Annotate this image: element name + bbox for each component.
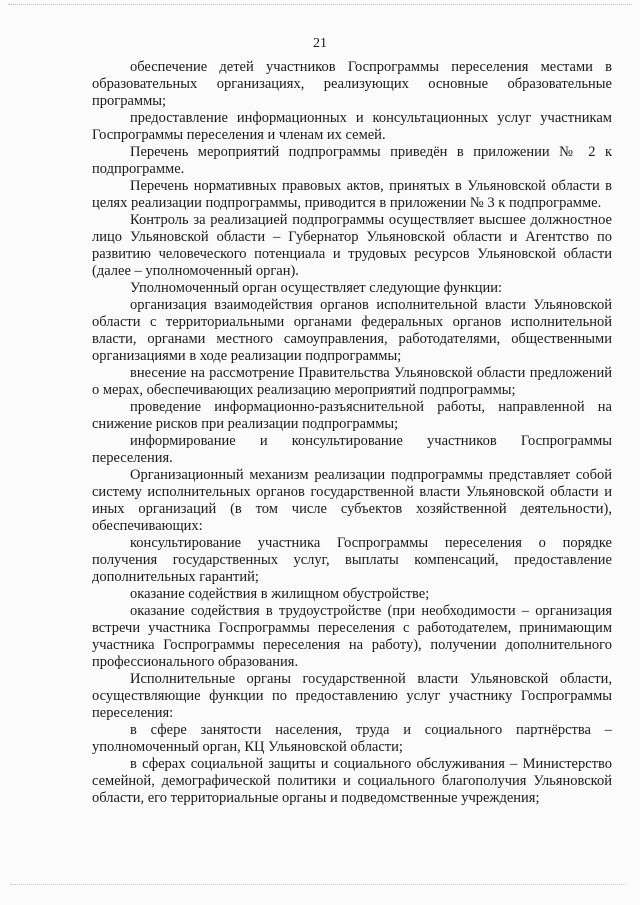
paragraph: организация взаимодействия органов исполнительной власти Ульяновской области с территориальными органами федеральных органов исполнительной власти, органами местного самоуправления, работодателями, общественными организациями в ходе реализации подпрограммы; bbox=[92, 297, 612, 364]
paragraph: консультирование участника Госпрограммы переселения о порядке получения государственных услуг, выплаты компенсаций, предоставление дополнительных гарантий; bbox=[92, 535, 612, 585]
paragraph: проведение информационно-разъяснительной работы, направленной на снижение рисков при реализации подпрограммы; bbox=[92, 399, 612, 432]
paragraph: обеспечение детей участников Госпрограммы переселения местами в образовательных организациях, реализующих основные образовательные программы; bbox=[92, 59, 612, 109]
paragraph: оказание содействия в жилищном обустройстве; bbox=[130, 586, 430, 602]
paragraph: Контроль за реализацией подпрограммы осуществляет высшее должностное лицо Ульяновской области – Губернатор Ульяновской области и Агентство по развитию человеческого потенциала и трудовых ресурсов Ульяновской области (далее – уполномоченный орган). bbox=[92, 212, 612, 279]
paragraph: внесение на рассмотрение Правительства Ульяновской области предложений о мерах, обеспечивающих реализацию мероприятий подпрограммы; bbox=[92, 365, 612, 398]
paragraph: в сфере занятости населения, труда и социального партнёрства – уполномоченный орган, КЦ Ульяновской области; bbox=[92, 722, 612, 755]
paragraph: информирование и консультирование участников Госпрограммы переселения. bbox=[92, 433, 612, 466]
paragraph: Уполномоченный орган осуществляет следующие функции: bbox=[130, 280, 503, 296]
paragraph: Перечень нормативных правовых актов, принятых в Ульяновской области в целях реализации подпрограммы, приводится в приложении № 3 к подпрограмме. bbox=[92, 178, 612, 211]
document-body bbox=[92, 59, 612, 807]
page-number: 21 bbox=[313, 36, 327, 51]
paragraph: в сферах социальной защиты и социального обслуживания – Министерство семейной, демографической политики и социального благополучия Ульяновской области, его территориальные органы и подведомственные учреждения; bbox=[92, 756, 612, 806]
scan-edge-top bbox=[8, 4, 632, 5]
paragraph: предоставление информационных и консультационных услуг участникам Госпрограммы переселения и членам их семей. bbox=[92, 110, 612, 143]
scan-edge-bottom bbox=[10, 884, 626, 885]
paragraph: оказание содействия в трудоустройстве (при необходимости – организация встречи участника Госпрограммы переселения с работодателем, принимающим участника Госпрограммы переселения на работу), получении дополнительного профессионального образования. bbox=[92, 603, 612, 670]
paragraph: Исполнительные органы государственной власти Ульяновской области, осуществляющие функции по предоставлению услуг участнику Госпрограммы переселения: bbox=[92, 671, 612, 721]
paragraph: Перечень мероприятий подпрограммы приведён в приложении № 2 к подпрограмме. bbox=[92, 144, 612, 177]
paragraph: Организационный механизм реализации подпрограммы представляет собой систему исполнительных органов государственной власти Ульяновской области и иных организаций (в том числе субъектов хозяйственной деятельности), обеспечивающих: bbox=[92, 467, 612, 534]
